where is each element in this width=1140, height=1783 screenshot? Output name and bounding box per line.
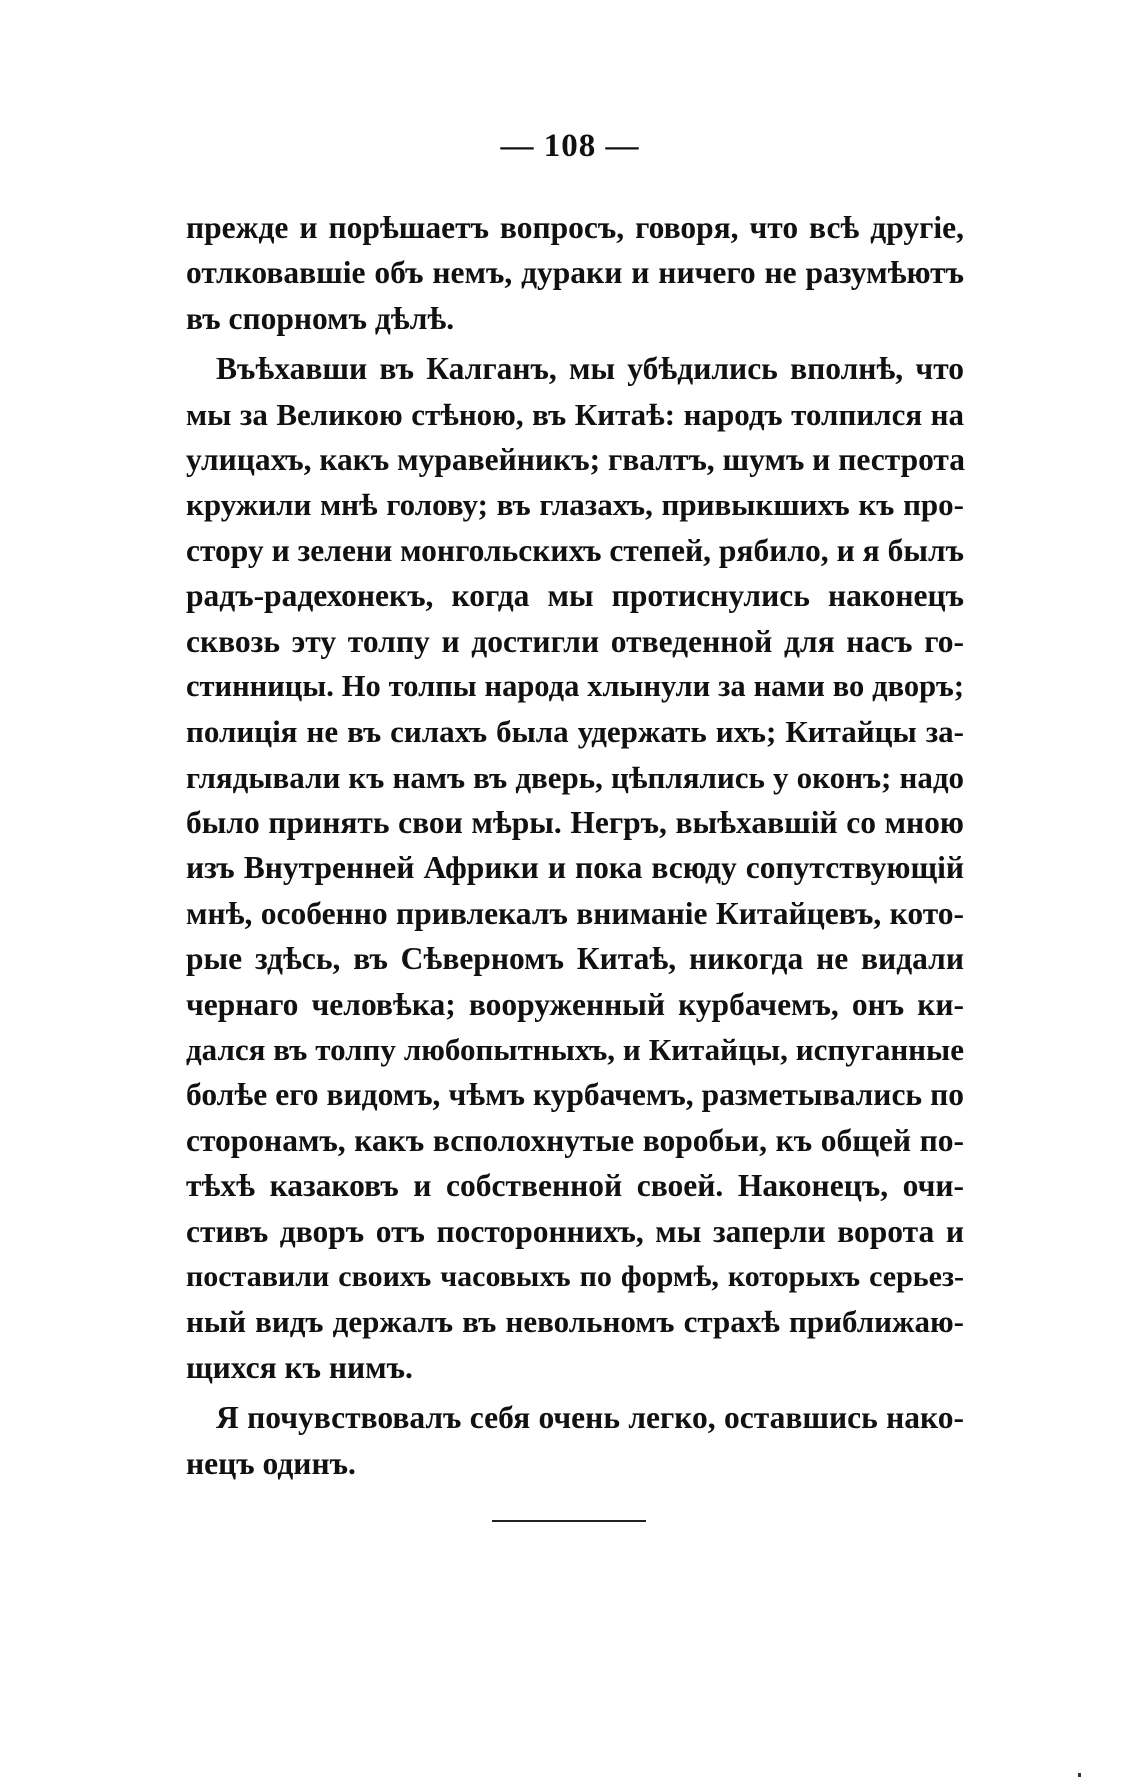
text-line: полиція не въ силахъ была удержать ихъ; Китайцы за- bbox=[186, 714, 964, 750]
text-line: улицахъ, какъ муравейникъ; гвалтъ, шумъ и пестрота bbox=[186, 441, 966, 477]
text-line: сквозь эту толпу и достигли отведенной для насъ го- bbox=[186, 623, 964, 659]
text-line: стинницы. Но толпы народа хлынули за нами во дворъ; bbox=[186, 668, 964, 703]
text-line: изъ Внутренней Африки и пока всюду сопутствующій bbox=[186, 850, 964, 886]
text-line: глядывали къ намъ въ дверь, цѣплялись у оконъ; надо bbox=[186, 759, 964, 795]
text-line: ный видъ держалъ въ невольномъ страхѣ приближаю- bbox=[186, 1304, 964, 1340]
text-line: Въѣхавши въ Калганъ, мы убѣдились вполнѣ, что bbox=[216, 351, 964, 387]
text-line: тѣхѣ казаковъ и собственной своей. Наконецъ, очи- bbox=[186, 1168, 964, 1204]
paragraph bbox=[186, 205, 964, 341]
end-of-chapter-rule bbox=[492, 1520, 646, 1522]
text-line: щихся къ нимъ. bbox=[186, 1349, 413, 1385]
text-line: Я почувствовалъ себя очень легко, оставшись нако- bbox=[216, 1400, 964, 1436]
paragraph bbox=[186, 1395, 964, 1486]
text-line: мнѣ, особенно привлекалъ вниманіе Китайцевъ, кото- bbox=[186, 895, 964, 931]
text-line: кружили мнѣ голову; въ глазахъ, привыкшихъ къ про- bbox=[186, 487, 964, 523]
text-line: прежде и порѣшаетъ вопросъ, говоря, что всѣ другіе, bbox=[186, 210, 964, 245]
scan-speck bbox=[1078, 1773, 1081, 1777]
text-line: стору и зелени монгольскихъ степей, рябило, и я былъ bbox=[186, 532, 964, 568]
text-line: поставили своихъ часовыхъ по формѣ, которыхъ серьез- bbox=[186, 1259, 964, 1293]
page-number: — 108 — bbox=[500, 128, 640, 164]
text-line: радъ-радехонекъ, когда мы протиснулись наконецъ bbox=[186, 578, 964, 614]
text-line: въ спорномъ дѣлѣ. bbox=[186, 300, 455, 336]
text-line: стивъ дворъ отъ постороннихъ, мы заперли ворота и bbox=[186, 1213, 964, 1249]
body-text bbox=[186, 205, 964, 1486]
text-line: мы за Великою стѣною, въ Китаѣ: народъ толпился на bbox=[186, 396, 964, 432]
text-line: отлковавшіе объ немъ, дураки и ничего не разумѣютъ bbox=[186, 255, 964, 291]
text-line: дался въ толпу любопытныхъ, и Китайцы, испуганные bbox=[186, 1032, 964, 1068]
text-line: было принять свои мѣры. Негръ, выѣхавшій со мною bbox=[186, 805, 964, 841]
text-line: чернаго человѣка; вооруженный курбачемъ, онъ ки- bbox=[186, 986, 964, 1022]
text-line: болѣе его видомъ, чѣмъ курбачемъ, разметывались по bbox=[186, 1077, 964, 1113]
paragraph bbox=[186, 346, 964, 1390]
text-line: рые здѣсь, въ Сѣверномъ Китаѣ, никогда не видали bbox=[186, 941, 964, 977]
text-line: нецъ одинъ. bbox=[186, 1445, 356, 1481]
text-line: сторонамъ, какъ всполохнутые воробьи, къ общей по- bbox=[186, 1122, 964, 1158]
